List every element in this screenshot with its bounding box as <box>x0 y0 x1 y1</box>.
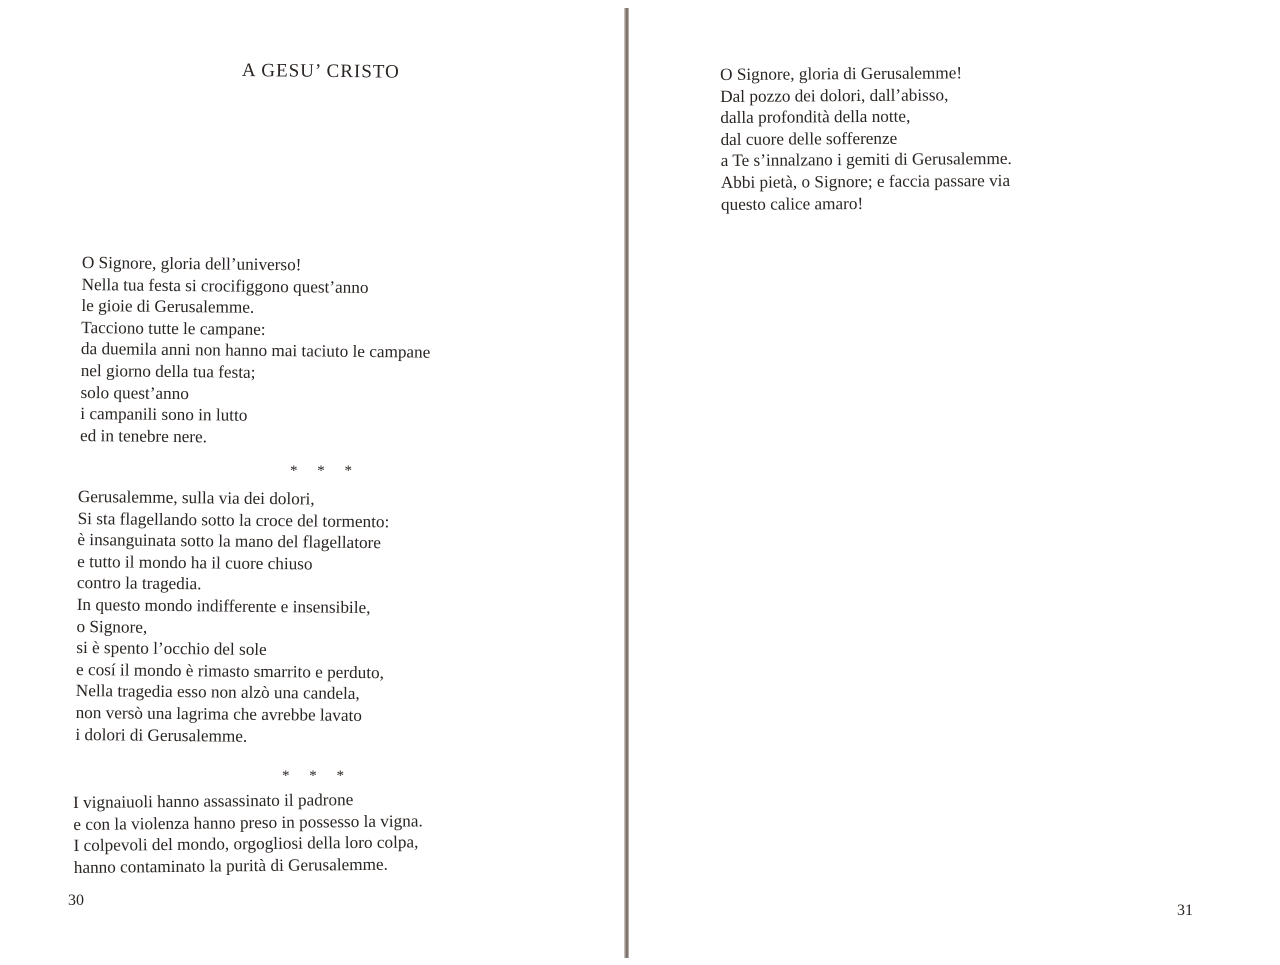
verse-line: si è spento l’occhio del sole <box>76 638 267 660</box>
verse-line: Tacciono tutte le campane: <box>81 317 266 339</box>
stanza-2 <box>75 486 389 748</box>
stanza-1 <box>80 252 431 450</box>
right-page <box>632 0 1280 965</box>
verse-line: e tutto il mondo ha il cuore chiuso <box>77 551 313 574</box>
verse-line: a Te s’innalzano i gemiti di Gerusalemme. <box>720 149 1012 171</box>
verse-line: e con la violenza hanno preso in possesso la vigna. <box>73 810 423 834</box>
verse-line: o Signore, <box>76 616 148 637</box>
verse-line: nel giorno della tua festa; <box>80 360 256 382</box>
verse-line: hanno contaminato la purità di Gerusalemme. <box>73 854 388 877</box>
verse-line: contro la tragedia. <box>76 573 202 594</box>
verse-line: Abbi pietà, o Signore; e faccia passare via <box>720 170 1011 192</box>
verse-line: Dal pozzo dei dolori, dall’abisso, <box>720 85 949 106</box>
page-number-left: 30 <box>68 892 84 909</box>
book-gutter <box>624 8 629 958</box>
verse-line: Gerusalemme, sulla via dei dolori, <box>77 486 315 509</box>
verse-line: dal cuore delle sofferenze <box>720 128 898 149</box>
verse-line: solo quest’anno <box>80 382 190 403</box>
verse-line: Nella tragedia esso non alzò una candela, <box>75 681 360 704</box>
left-page <box>0 0 620 965</box>
verse-line: non versò una lagrima che avrebbe lavato <box>75 702 363 725</box>
verse-line: e cosí il mondo è rimasto smarrito e perduto, <box>75 659 385 682</box>
verse-line: i campanili sono in lutto <box>80 404 248 425</box>
verse-line: questo calice amaro! <box>720 193 864 214</box>
stanza-right <box>720 62 1012 215</box>
verse-line: O Signore, gloria dell’universo! <box>81 252 302 275</box>
verse-line: è insanguinata sotto la mano del flagellatore <box>77 530 382 553</box>
verse-line: da duemila anni non hanno mai taciuto le campane <box>80 339 431 363</box>
stanza-separator-1: * * * <box>290 463 360 479</box>
verse-line: In questo mondo indifferente e insensibile, <box>76 594 371 618</box>
verse-line: O Signore, gloria di Gerusalemme! <box>720 63 963 84</box>
verse-line: i dolori di Gerusalemme. <box>75 724 248 746</box>
verse-line: le gioie di Gerusalemme. <box>81 296 255 317</box>
verse-line: I vignaiuoli hanno assassinato il padrone <box>73 790 354 812</box>
verse-line: ed in tenebre nere. <box>79 425 208 447</box>
stanza-separator-2: * * * <box>282 768 352 784</box>
verse-line: Si sta flagellando sotto la croce del tormento: <box>77 508 390 531</box>
poem-title: A GESU’ CRISTO <box>241 60 400 83</box>
verse-line: Nella tua festa si crocifiggono quest’anno <box>81 274 369 297</box>
page-number-right: 31 <box>1177 902 1193 919</box>
verse-line: I colpevoli del mondo, orgogliosi della loro colpa, <box>73 832 419 856</box>
stanza-3 <box>73 788 423 878</box>
verse-line: dalla profondità della notte, <box>720 106 911 128</box>
